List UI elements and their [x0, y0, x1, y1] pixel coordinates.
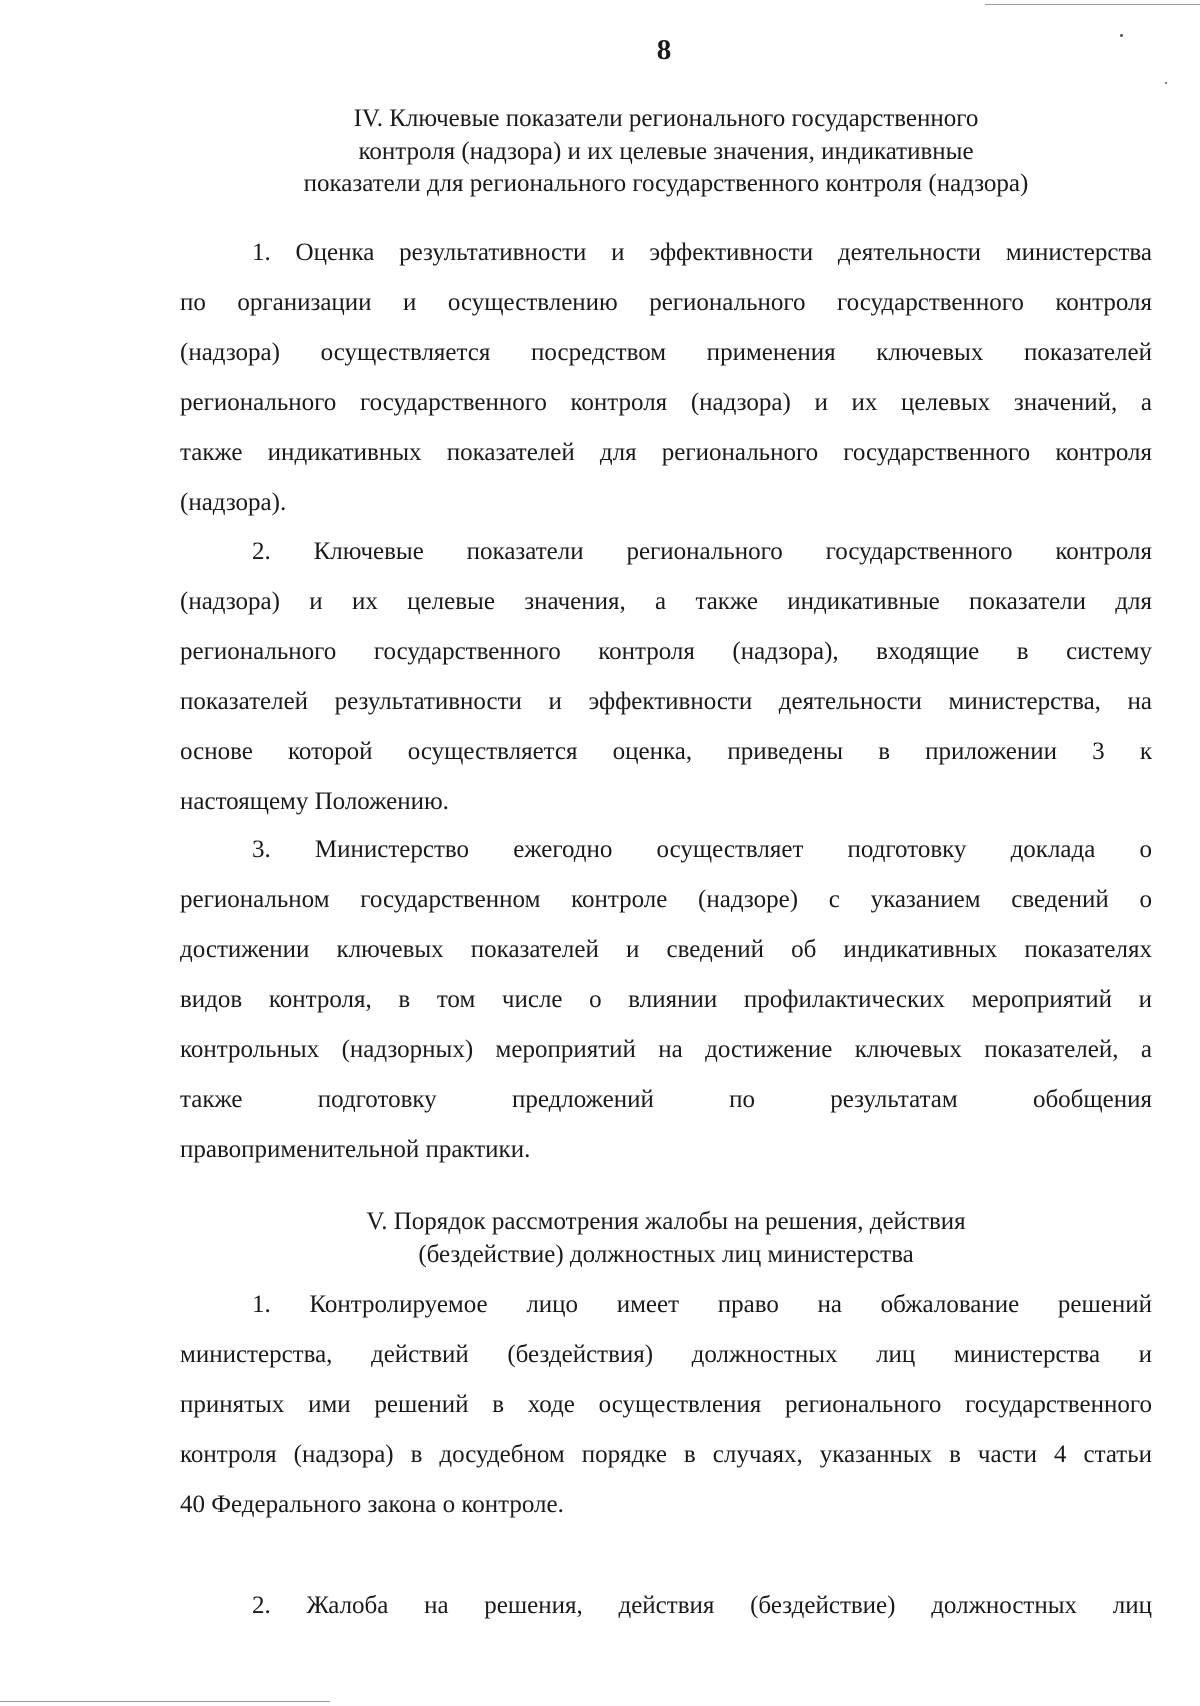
paragraph-line: показателей результативности и эффективности деятельности министерства, на: [180, 688, 1152, 715]
paragraph-line: министерства, действий (бездействия) должностных лиц министерства и: [180, 1341, 1152, 1368]
paragraph-line: по организации и осуществлению регионального государственного контроля: [180, 289, 1152, 316]
paragraph-line: правоприменительной практики.: [180, 1136, 531, 1163]
section-v-paragraph-2: [180, 1581, 1152, 1631]
section-v-paragraph-1: [180, 1280, 1152, 1530]
paragraph-line: 2. Ключевые показатели регионального государственного контроля: [252, 538, 1152, 565]
paragraph-line: (надзора).: [180, 489, 287, 516]
paragraph-line: региональном государственном контроле (надзоре) с указанием сведений о: [180, 886, 1152, 913]
paragraph-line: 2. Жалоба на решения, действия (бездействие) должностных лиц: [252, 1592, 1152, 1619]
paragraph-line: 1. Оценка результативности и эффективности деятельности министерства: [252, 239, 1152, 266]
paragraph-line: настоящему Положению.: [180, 788, 449, 815]
paragraph-line: контрольных (надзорных) мероприятий на достижение ключевых показателей, а: [180, 1036, 1152, 1063]
page-number: 8: [656, 34, 672, 66]
paragraph-line: (надзора) и их целевые значения, а также индикативные показатели для: [180, 588, 1152, 615]
section-iv-paragraph-3: [180, 825, 1152, 1175]
paragraph-line: (надзора) осуществляется посредством применения ключевых показателей: [180, 339, 1152, 366]
heading-line: (бездействие) должностных лиц министерства: [418, 1240, 914, 1268]
paragraph-line: также индикативных показателей для регионального государственного контроля: [180, 439, 1152, 466]
section-iv-paragraph-1: [180, 228, 1152, 528]
paragraph-line: 1. Контролируемое лицо имеет право на обжалование решений: [252, 1291, 1152, 1318]
paragraph-line: видов контроля, в том числе о влиянии профилактических мероприятий и: [180, 986, 1152, 1013]
heading-line: V. Порядок рассмотрения жалобы на решения, действия: [366, 1208, 966, 1235]
scan-edge-line-bottom: [0, 1701, 330, 1702]
paragraph-line: основе которой осуществляется оценка, приведены в приложении 3 к: [180, 738, 1152, 765]
heading-line: показатели для регионального государственного контроля (надзора): [303, 170, 1029, 197]
scan-speck: [1165, 82, 1167, 84]
paragraph-line: принятых ими решений в ходе осуществления регионального государственного: [180, 1391, 1152, 1418]
paragraph-line: достижении ключевых показателей и сведений об индикативных показателях: [180, 936, 1152, 963]
paragraph-line: регионального государственного контроля (надзора), входящие в систему: [180, 638, 1152, 665]
heading-line: IV. Ключевые показатели регионального государственного: [353, 105, 979, 132]
section-iv-paragraph-2: [180, 527, 1152, 827]
paragraph-line: 40 Федерального закона о контроле.: [180, 1491, 564, 1518]
paragraph-line: 3. Министерство ежегодно осуществляет подготовку доклада о: [252, 836, 1152, 863]
heading-line: контроля (надзора) и их целевые значения, индикативные: [358, 137, 974, 165]
paragraph-line: также подготовку предложений по результатам обобщения: [180, 1086, 1152, 1113]
paragraph-line: контроля (надзора) в досудебном порядке в случаях, указанных в части 4 статьи: [180, 1441, 1152, 1468]
section-iv-heading: [180, 103, 1152, 201]
paragraph-line: регионального государственного контроля (надзора) и их целевых значений, а: [180, 389, 1152, 416]
scan-edge-line-top: [985, 4, 1200, 5]
section-v-heading: [180, 1206, 1152, 1271]
